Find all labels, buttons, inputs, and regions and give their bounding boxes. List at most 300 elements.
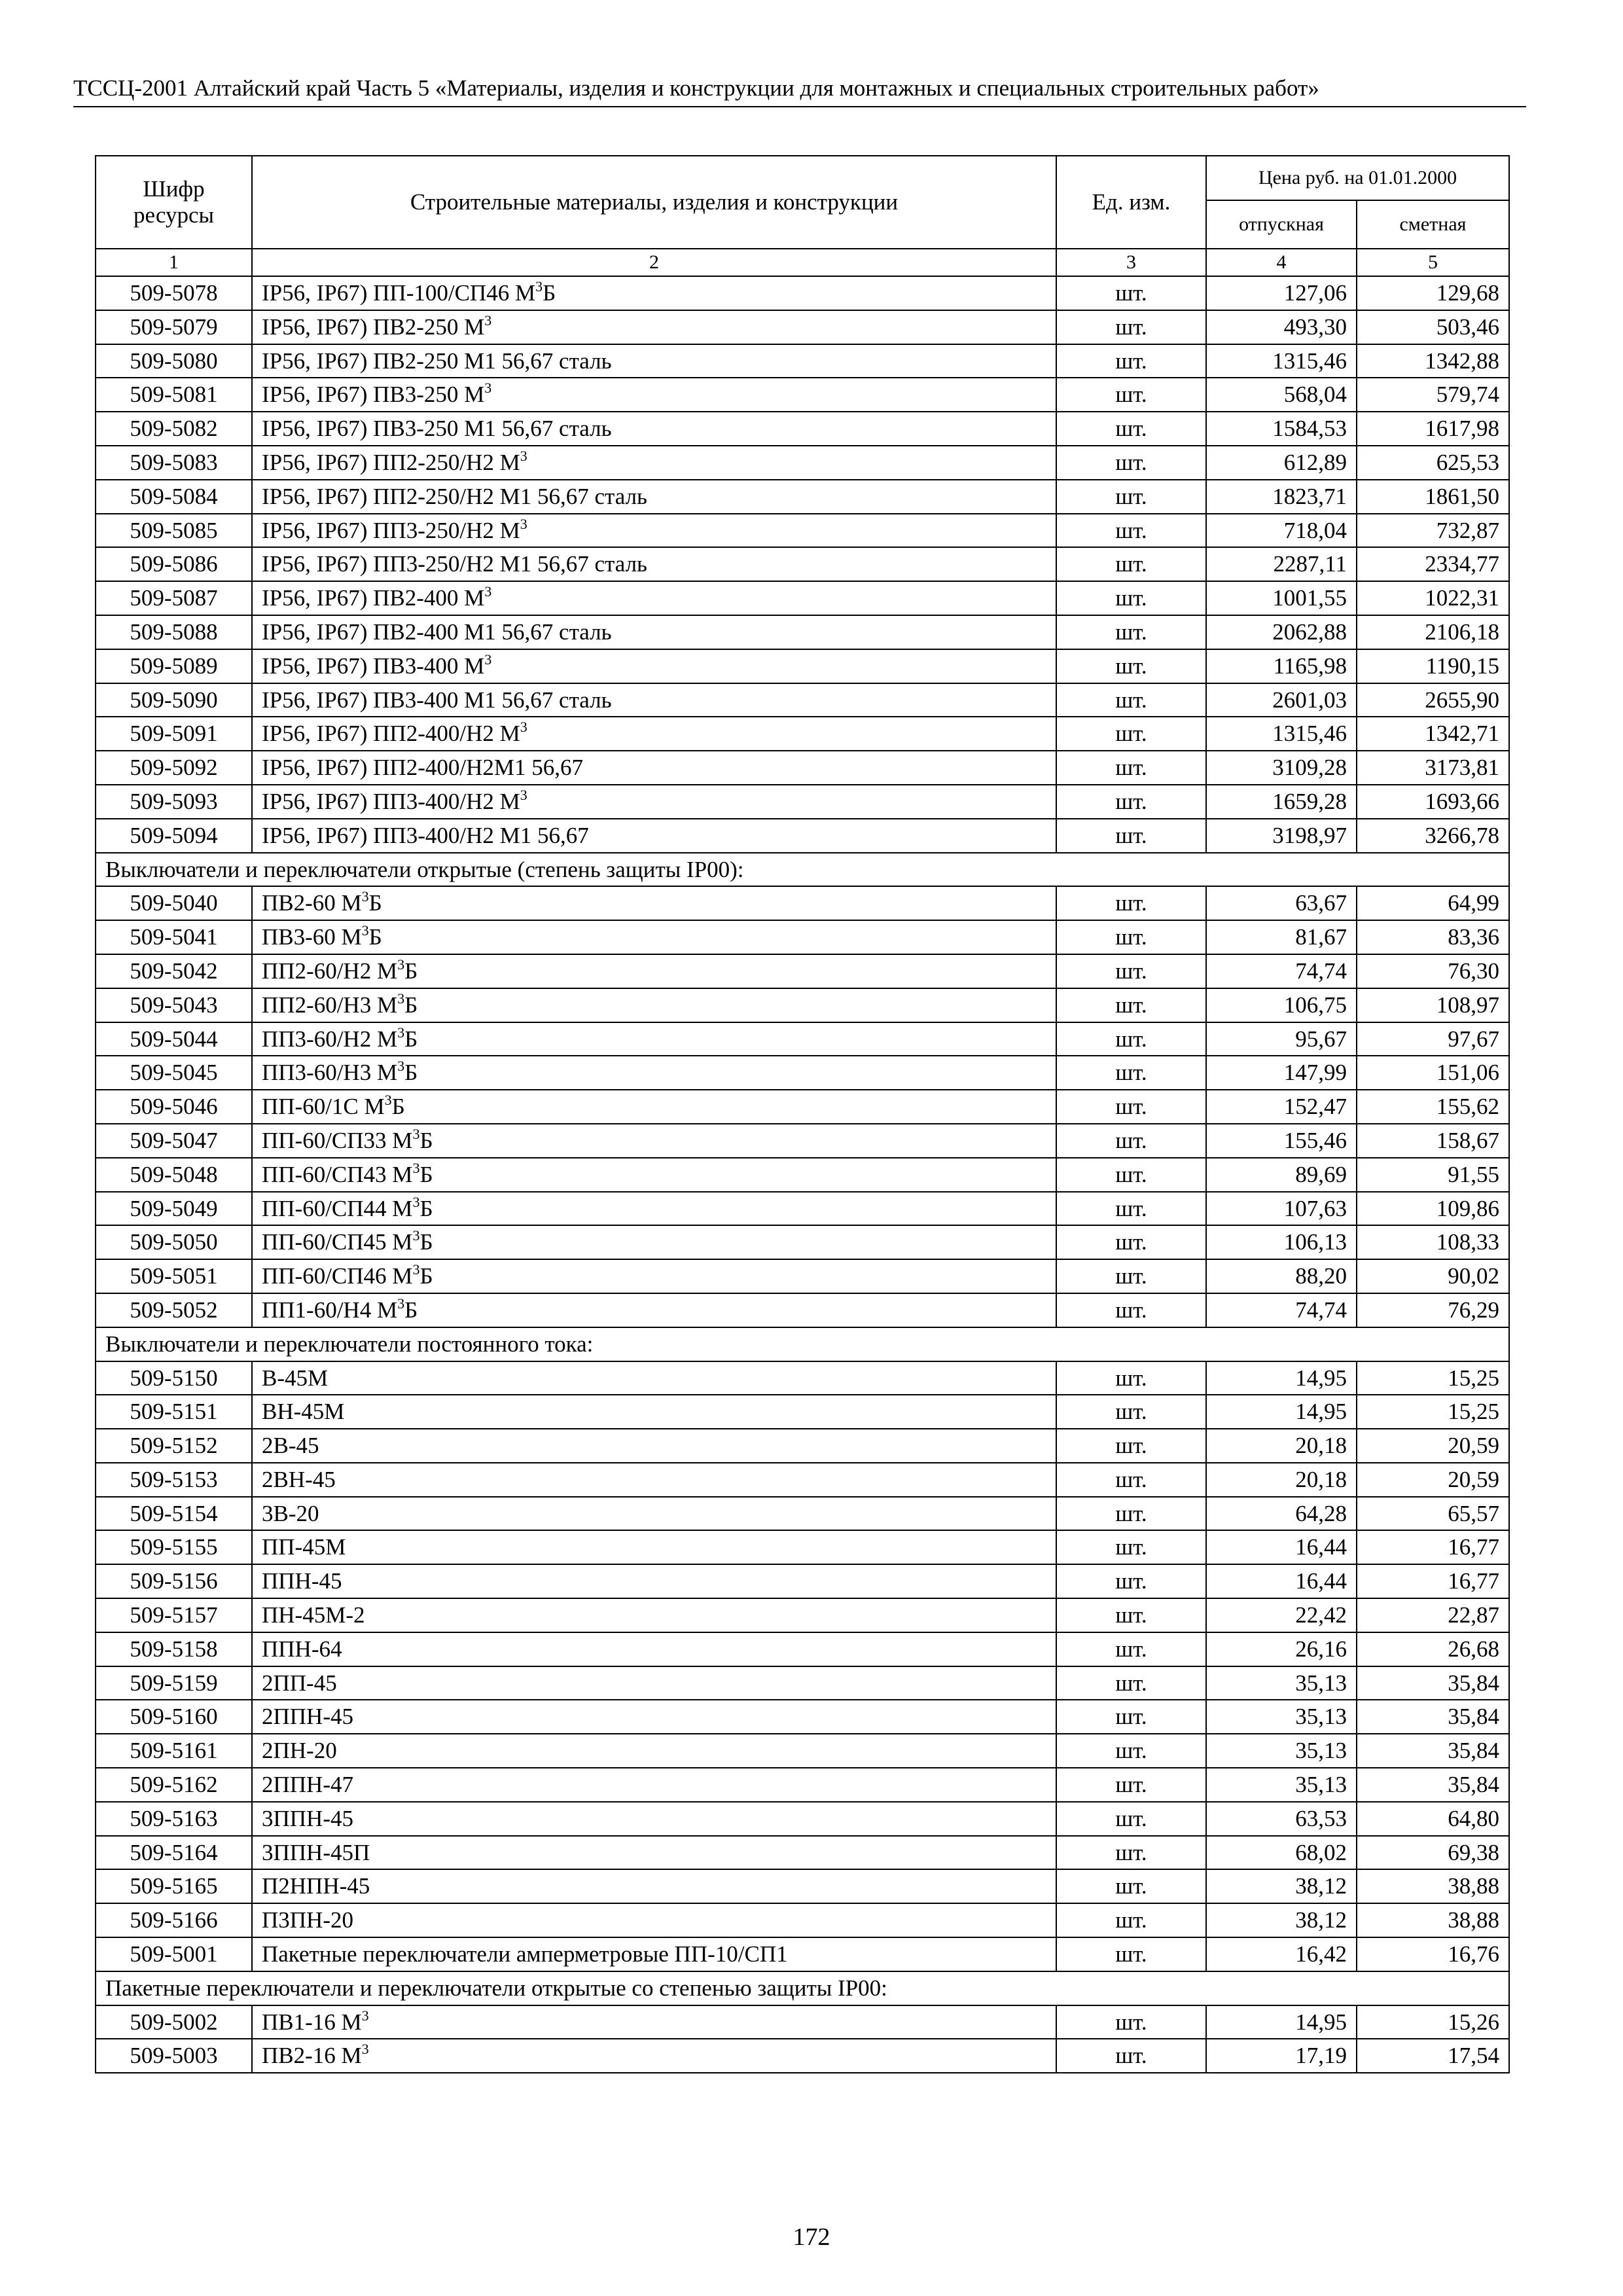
material-name-text: IP56, IP67) ПВ3-400 М bbox=[262, 653, 485, 679]
release-price: 147,99 bbox=[1206, 1056, 1357, 1090]
resource-code: 509-5002 bbox=[96, 2005, 252, 2039]
resource-code: 509-5163 bbox=[96, 1802, 252, 1836]
release-price: 38,12 bbox=[1206, 1869, 1357, 1903]
section-title bbox=[96, 853, 1509, 887]
material-name-suffix: Б bbox=[419, 1263, 433, 1289]
unit-cell: шт. bbox=[1056, 1293, 1206, 1327]
estimate-price: 22,87 bbox=[1357, 1598, 1509, 1632]
unit-cell: шт. bbox=[1056, 1395, 1206, 1429]
material-name bbox=[252, 615, 1056, 649]
resource-code: 509-5150 bbox=[96, 1361, 252, 1395]
resource-code: 509-5052 bbox=[96, 1293, 252, 1327]
material-name-text: IP56, IP67) ПВ3-250 М bbox=[262, 382, 485, 408]
table-row bbox=[96, 1768, 1509, 1802]
material-name-text: IP56, IP67) ПВ2-400 М1 56,67 сталь bbox=[262, 619, 612, 645]
material-name-superscript: 3 bbox=[412, 1227, 420, 1244]
unit-cell: шт. bbox=[1056, 1497, 1206, 1531]
material-name bbox=[252, 1022, 1056, 1056]
release-price: 107,63 bbox=[1206, 1192, 1357, 1226]
header-estimate-price: сметная bbox=[1357, 200, 1509, 249]
header-name: Строительные материалы, изделия и конструкции bbox=[252, 156, 1056, 249]
section-title-text: Пакетные переключатели и переключатели открытые со степенью защиты IP00: bbox=[105, 1975, 887, 2001]
material-name-superscript: 3 bbox=[412, 1125, 420, 1142]
table-row bbox=[96, 581, 1509, 615]
unit-cell: шт. bbox=[1056, 378, 1206, 412]
unit-cell: шт. bbox=[1056, 1734, 1206, 1768]
unit-cell: шт. bbox=[1056, 2005, 1206, 2039]
resource-code: 509-5043 bbox=[96, 988, 252, 1022]
release-price: 155,46 bbox=[1206, 1124, 1357, 1158]
material-name bbox=[252, 1734, 1056, 1768]
material-name bbox=[252, 683, 1056, 717]
material-name bbox=[252, 1192, 1056, 1226]
table-row bbox=[96, 1259, 1509, 1293]
material-name-text: 2ПП-45 bbox=[262, 1670, 337, 1696]
estimate-price: 732,87 bbox=[1357, 514, 1509, 548]
table-row bbox=[96, 819, 1509, 853]
resource-code: 509-5089 bbox=[96, 649, 252, 683]
material-name-text: ПП-60/СП44 М bbox=[262, 1195, 413, 1221]
table-row bbox=[96, 378, 1509, 412]
unit-cell: шт. bbox=[1056, 1361, 1206, 1395]
table-row bbox=[96, 649, 1509, 683]
resource-code: 509-5092 bbox=[96, 751, 252, 785]
material-name-text: ПП1-60/Н4 М bbox=[262, 1297, 398, 1323]
resource-code: 509-5091 bbox=[96, 717, 252, 751]
table-row bbox=[96, 1869, 1509, 1903]
table-row bbox=[96, 1802, 1509, 1836]
material-name bbox=[252, 581, 1056, 615]
material-name bbox=[252, 310, 1056, 344]
table-row bbox=[96, 1836, 1509, 1870]
material-name-superscript: 3 bbox=[535, 278, 543, 295]
material-name bbox=[252, 1124, 1056, 1158]
resource-code: 509-5050 bbox=[96, 1225, 252, 1259]
unit-cell: шт. bbox=[1056, 514, 1206, 548]
release-price: 74,74 bbox=[1206, 1293, 1357, 1327]
resource-code: 509-5046 bbox=[96, 1090, 252, 1124]
table-row bbox=[96, 920, 1509, 954]
release-price: 63,67 bbox=[1206, 886, 1357, 920]
unit-cell: шт. bbox=[1056, 547, 1206, 581]
resource-code: 509-5153 bbox=[96, 1463, 252, 1497]
section-row bbox=[96, 1971, 1509, 2005]
material-name-text: П3ПН-20 bbox=[262, 1907, 353, 1933]
table-row bbox=[96, 412, 1509, 446]
release-price: 1823,71 bbox=[1206, 480, 1357, 514]
estimate-price: 91,55 bbox=[1357, 1158, 1509, 1192]
resource-code: 509-5156 bbox=[96, 1564, 252, 1598]
release-price: 14,95 bbox=[1206, 1361, 1357, 1395]
unit-cell: шт. bbox=[1056, 717, 1206, 751]
table-row bbox=[96, 1395, 1509, 1429]
header-release-price: отпускная bbox=[1206, 200, 1357, 249]
unit-cell: шт. bbox=[1056, 1429, 1206, 1463]
material-name bbox=[252, 988, 1056, 1022]
estimate-price: 1693,66 bbox=[1357, 785, 1509, 819]
unit-cell: шт. bbox=[1056, 1666, 1206, 1700]
material-name bbox=[252, 1497, 1056, 1531]
table-row bbox=[96, 886, 1509, 920]
estimate-price: 26,68 bbox=[1357, 1632, 1509, 1666]
material-name-suffix: Б bbox=[404, 958, 418, 984]
resource-code: 509-5003 bbox=[96, 2039, 252, 2073]
material-name-text: ПП3-60/Н2 М bbox=[262, 1026, 398, 1052]
unit-cell: шт. bbox=[1056, 581, 1206, 615]
material-name-text: IP56, IP67) ПП3-400/Н2 М bbox=[262, 788, 520, 814]
release-price: 35,13 bbox=[1206, 1734, 1357, 1768]
table-row bbox=[96, 1666, 1509, 1700]
material-name bbox=[252, 1293, 1056, 1327]
unit-cell: шт. bbox=[1056, 751, 1206, 785]
table-row bbox=[96, 1463, 1509, 1497]
resource-code: 509-5161 bbox=[96, 1734, 252, 1768]
material-name bbox=[252, 1598, 1056, 1632]
material-name-superscript: 3 bbox=[361, 2041, 369, 2058]
estimate-price: 2334,77 bbox=[1357, 547, 1509, 581]
material-name bbox=[252, 1056, 1056, 1090]
unit-cell: шт. bbox=[1056, 276, 1206, 310]
table-row bbox=[96, 1598, 1509, 1632]
material-name-superscript: 3 bbox=[361, 2007, 369, 2024]
section-title-text: Выключатели и переключатели постоянного тока: bbox=[105, 1331, 594, 1357]
unit-cell: шт. bbox=[1056, 1259, 1206, 1293]
material-name-superscript: 3 bbox=[412, 1193, 420, 1210]
material-name bbox=[252, 1259, 1056, 1293]
table-row bbox=[96, 1734, 1509, 1768]
material-name-text: 2ВН-45 bbox=[262, 1466, 336, 1492]
column-number-row bbox=[96, 249, 1509, 276]
material-name bbox=[252, 1903, 1056, 1937]
material-name-suffix: Б bbox=[404, 1297, 418, 1323]
material-name-text: ПВ1-16 М bbox=[262, 2009, 362, 2035]
release-price: 16,42 bbox=[1206, 1937, 1357, 1971]
material-name-text: IP56, IP67) ПП3-400/Н2 М1 56,67 bbox=[262, 822, 589, 848]
material-name-superscript: 3 bbox=[397, 1295, 405, 1312]
release-price: 20,18 bbox=[1206, 1463, 1357, 1497]
release-price: 1165,98 bbox=[1206, 649, 1357, 683]
release-price: 127,06 bbox=[1206, 276, 1357, 310]
estimate-price: 83,36 bbox=[1357, 920, 1509, 954]
estimate-price: 15,26 bbox=[1357, 2005, 1509, 2039]
estimate-price: 20,59 bbox=[1357, 1429, 1509, 1463]
material-name-text: ПП-60/СП45 М bbox=[262, 1229, 413, 1255]
release-price: 3198,97 bbox=[1206, 819, 1357, 853]
release-price: 95,67 bbox=[1206, 1022, 1357, 1056]
estimate-price: 1022,31 bbox=[1357, 581, 1509, 615]
material-name-text: IP56, IP67) ПП2-400/Н2 М bbox=[262, 721, 520, 747]
table-row bbox=[96, 1293, 1509, 1327]
material-name-text: ВН-45М bbox=[262, 1399, 345, 1425]
release-price: 63,53 bbox=[1206, 1802, 1357, 1836]
table-row bbox=[96, 1903, 1509, 1937]
resource-code: 509-5088 bbox=[96, 615, 252, 649]
material-name bbox=[252, 954, 1056, 988]
release-price: 16,44 bbox=[1206, 1530, 1357, 1564]
release-price: 14,95 bbox=[1206, 2005, 1357, 2039]
release-price: 718,04 bbox=[1206, 514, 1357, 548]
material-name bbox=[252, 1666, 1056, 1700]
material-name bbox=[252, 2005, 1056, 2039]
material-name-text: ПП2-60/Н3 М bbox=[262, 992, 398, 1018]
material-name bbox=[252, 1869, 1056, 1903]
release-price: 35,13 bbox=[1206, 1666, 1357, 1700]
estimate-price: 579,74 bbox=[1357, 378, 1509, 412]
estimate-price: 76,30 bbox=[1357, 954, 1509, 988]
material-name-text: ПН-45М-2 bbox=[262, 1602, 365, 1628]
release-price: 1315,46 bbox=[1206, 717, 1357, 751]
table-row bbox=[96, 310, 1509, 344]
estimate-price: 16,77 bbox=[1357, 1530, 1509, 1564]
resource-code: 509-5080 bbox=[96, 344, 252, 378]
resource-code: 509-5049 bbox=[96, 1192, 252, 1226]
release-price: 68,02 bbox=[1206, 1836, 1357, 1870]
section-title-text: Выключатели и переключатели открытые (степень защиты IP00): bbox=[105, 856, 744, 882]
estimate-price: 38,88 bbox=[1357, 1903, 1509, 1937]
table-row bbox=[96, 1564, 1509, 1598]
estimate-price: 90,02 bbox=[1357, 1259, 1509, 1293]
section-title bbox=[96, 1327, 1509, 1361]
release-price: 26,16 bbox=[1206, 1632, 1357, 1666]
release-price: 2062,88 bbox=[1206, 615, 1357, 649]
material-name-suffix: Б bbox=[419, 1195, 433, 1221]
resource-code: 509-5047 bbox=[96, 1124, 252, 1158]
unit-cell: шт. bbox=[1056, 310, 1206, 344]
resource-code: 509-5042 bbox=[96, 954, 252, 988]
estimate-price: 1342,71 bbox=[1357, 717, 1509, 751]
resource-code: 509-5162 bbox=[96, 1768, 252, 1802]
estimate-price: 108,33 bbox=[1357, 1225, 1509, 1259]
material-name bbox=[252, 446, 1056, 480]
material-name bbox=[252, 1937, 1056, 1971]
material-name bbox=[252, 717, 1056, 751]
release-price: 1659,28 bbox=[1206, 785, 1357, 819]
release-price: 612,89 bbox=[1206, 446, 1357, 480]
estimate-price: 20,59 bbox=[1357, 1463, 1509, 1497]
estimate-price: 35,84 bbox=[1357, 1768, 1509, 1802]
unit-cell: шт. bbox=[1056, 446, 1206, 480]
resource-code: 509-5086 bbox=[96, 547, 252, 581]
material-name bbox=[252, 920, 1056, 954]
estimate-price: 35,84 bbox=[1357, 1700, 1509, 1734]
unit-cell: шт. bbox=[1056, 1802, 1206, 1836]
unit-cell: шт. bbox=[1056, 649, 1206, 683]
release-price: 1001,55 bbox=[1206, 581, 1357, 615]
material-name-text: IP56, IP67) ПП3-250/Н2 М bbox=[262, 517, 520, 543]
estimate-price: 2106,18 bbox=[1357, 615, 1509, 649]
section-row bbox=[96, 853, 1509, 887]
material-name-superscript: 3 bbox=[520, 447, 527, 464]
unit-cell: шт. bbox=[1056, 344, 1206, 378]
material-name-suffix: Б bbox=[368, 924, 382, 950]
table-row bbox=[96, 683, 1509, 717]
document-header: ТССЦ-2001 Алтайский край Часть 5 «Материалы, изделия и конструкции для монтажных и специальных строительных работ» bbox=[73, 73, 1526, 107]
table-row bbox=[96, 1225, 1509, 1259]
release-price: 38,12 bbox=[1206, 1903, 1357, 1937]
release-price: 3109,28 bbox=[1206, 751, 1357, 785]
estimate-price: 35,84 bbox=[1357, 1734, 1509, 1768]
resource-code: 509-5166 bbox=[96, 1903, 252, 1937]
unit-cell: шт. bbox=[1056, 1090, 1206, 1124]
material-name-superscript: 3 bbox=[397, 990, 405, 1007]
table-row bbox=[96, 615, 1509, 649]
material-name bbox=[252, 1836, 1056, 1870]
resource-code: 509-5044 bbox=[96, 1022, 252, 1056]
unit-cell: шт. bbox=[1056, 886, 1206, 920]
unit-cell: шт. bbox=[1056, 1903, 1206, 1937]
resource-code: 509-5151 bbox=[96, 1395, 252, 1429]
table-row bbox=[96, 1158, 1509, 1192]
unit-cell: шт. bbox=[1056, 615, 1206, 649]
resource-code: 509-5093 bbox=[96, 785, 252, 819]
material-name-superscript: 3 bbox=[412, 1261, 420, 1278]
material-name-superscript: 3 bbox=[397, 1058, 405, 1075]
table-row bbox=[96, 344, 1509, 378]
table-row bbox=[96, 2039, 1509, 2073]
material-name-superscript: 3 bbox=[520, 786, 527, 803]
estimate-price: 503,46 bbox=[1357, 310, 1509, 344]
material-name-text: ППН-45 bbox=[262, 1568, 342, 1594]
table-body bbox=[96, 276, 1509, 2073]
material-name bbox=[252, 1564, 1056, 1598]
material-name-suffix: Б bbox=[419, 1127, 433, 1153]
resource-code: 509-5158 bbox=[96, 1632, 252, 1666]
release-price: 1584,53 bbox=[1206, 412, 1357, 446]
material-name-suffix: Б bbox=[419, 1229, 433, 1255]
table-row bbox=[96, 785, 1509, 819]
material-name bbox=[252, 1530, 1056, 1564]
estimate-price: 16,77 bbox=[1357, 1564, 1509, 1598]
material-name bbox=[252, 514, 1056, 548]
material-name-text: IP56, IP67) ПВ3-250 М1 56,67 сталь bbox=[262, 416, 612, 442]
resource-code: 509-5048 bbox=[96, 1158, 252, 1192]
unit-cell: шт. bbox=[1056, 1564, 1206, 1598]
resource-code: 509-5160 bbox=[96, 1700, 252, 1734]
resource-code: 509-5078 bbox=[96, 276, 252, 310]
unit-cell: шт. bbox=[1056, 819, 1206, 853]
table-row bbox=[96, 446, 1509, 480]
material-name bbox=[252, 1395, 1056, 1429]
estimate-price: 97,67 bbox=[1357, 1022, 1509, 1056]
material-name-text: ПП-60/СП33 М bbox=[262, 1127, 413, 1153]
price-table bbox=[95, 155, 1510, 2073]
resource-code: 509-5154 bbox=[96, 1497, 252, 1531]
material-name bbox=[252, 2039, 1056, 2073]
release-price: 35,13 bbox=[1206, 1700, 1357, 1734]
header-unit: Ед. изм. bbox=[1056, 156, 1206, 249]
material-name bbox=[252, 1429, 1056, 1463]
material-name bbox=[252, 276, 1056, 310]
estimate-price: 109,86 bbox=[1357, 1192, 1509, 1226]
release-price: 81,67 bbox=[1206, 920, 1357, 954]
material-name-superscript: 3 bbox=[397, 956, 405, 973]
material-name-superscript: 3 bbox=[520, 719, 527, 736]
material-name-text: 3ППН-45 bbox=[262, 1805, 353, 1831]
release-price: 493,30 bbox=[1206, 310, 1357, 344]
release-price: 20,18 bbox=[1206, 1429, 1357, 1463]
estimate-price: 76,29 bbox=[1357, 1293, 1509, 1327]
table-header bbox=[96, 156, 1509, 276]
resource-code: 509-5082 bbox=[96, 412, 252, 446]
resource-code: 509-5040 bbox=[96, 886, 252, 920]
estimate-price: 1861,50 bbox=[1357, 480, 1509, 514]
page-number: 172 bbox=[793, 2223, 830, 2251]
table-row bbox=[96, 1937, 1509, 1971]
resource-code: 509-5081 bbox=[96, 378, 252, 412]
resource-code: 509-5084 bbox=[96, 480, 252, 514]
material-name-text: ПВ2-16 М bbox=[262, 2043, 362, 2069]
unit-cell: шт. bbox=[1056, 1463, 1206, 1497]
release-price: 22,42 bbox=[1206, 1598, 1357, 1632]
column-number: 4 bbox=[1206, 249, 1357, 276]
material-name-superscript: 3 bbox=[384, 1092, 392, 1109]
section-row bbox=[96, 1327, 1509, 1361]
material-name bbox=[252, 480, 1056, 514]
unit-cell: шт. bbox=[1056, 1700, 1206, 1734]
material-name-superscript: 3 bbox=[484, 651, 492, 668]
release-price: 106,13 bbox=[1206, 1225, 1357, 1259]
estimate-price: 64,80 bbox=[1357, 1802, 1509, 1836]
unit-cell: шт. bbox=[1056, 480, 1206, 514]
material-name-text: В-45М bbox=[262, 1365, 329, 1391]
release-price: 106,75 bbox=[1206, 988, 1357, 1022]
material-name bbox=[252, 1158, 1056, 1192]
estimate-price: 69,38 bbox=[1357, 1836, 1509, 1870]
material-name-text: ПП-60/1С М bbox=[262, 1094, 385, 1120]
material-name-superscript: 3 bbox=[484, 312, 492, 329]
column-number: 5 bbox=[1357, 249, 1509, 276]
table-row bbox=[96, 1361, 1509, 1395]
table-row bbox=[96, 276, 1509, 310]
table-row bbox=[96, 988, 1509, 1022]
material-name bbox=[252, 344, 1056, 378]
release-price: 35,13 bbox=[1206, 1768, 1357, 1802]
material-name bbox=[252, 378, 1056, 412]
material-name-text: ПП-60/СП43 М bbox=[262, 1161, 413, 1187]
unit-cell: шт. bbox=[1056, 1768, 1206, 1802]
material-name-superscript: 3 bbox=[361, 888, 369, 905]
estimate-price: 1617,98 bbox=[1357, 412, 1509, 446]
table-row bbox=[96, 2005, 1509, 2039]
material-name-text: 3В-20 bbox=[262, 1500, 319, 1526]
release-price: 2287,11 bbox=[1206, 547, 1357, 581]
estimate-price: 151,06 bbox=[1357, 1056, 1509, 1090]
estimate-price: 38,88 bbox=[1357, 1869, 1509, 1903]
unit-cell: шт. bbox=[1056, 683, 1206, 717]
release-price: 89,69 bbox=[1206, 1158, 1357, 1192]
release-price: 16,44 bbox=[1206, 1564, 1357, 1598]
table-row bbox=[96, 1429, 1509, 1463]
estimate-price: 64,99 bbox=[1357, 886, 1509, 920]
material-name-text: ПП-60/СП46 М bbox=[262, 1263, 413, 1289]
unit-cell: шт. bbox=[1056, 1056, 1206, 1090]
material-name bbox=[252, 1463, 1056, 1497]
material-name-text: IP56, IP67) ПП3-250/Н2 М1 56,67 сталь bbox=[262, 551, 648, 577]
estimate-price: 1190,15 bbox=[1357, 649, 1509, 683]
unit-cell: шт. bbox=[1056, 954, 1206, 988]
material-name-text: ПП3-60/Н3 М bbox=[262, 1060, 398, 1086]
material-name-suffix: Б bbox=[419, 1161, 433, 1187]
resource-code: 509-5051 bbox=[96, 1259, 252, 1293]
material-name-text: IP56, IP67) ПВ2-250 М bbox=[262, 314, 485, 340]
material-name-suffix: Б bbox=[404, 992, 418, 1018]
estimate-price: 3266,78 bbox=[1357, 819, 1509, 853]
resource-code: 509-5157 bbox=[96, 1598, 252, 1632]
unit-cell: шт. bbox=[1056, 412, 1206, 446]
material-name bbox=[252, 886, 1056, 920]
estimate-price: 2655,90 bbox=[1357, 683, 1509, 717]
material-name-superscript: 3 bbox=[520, 515, 527, 532]
